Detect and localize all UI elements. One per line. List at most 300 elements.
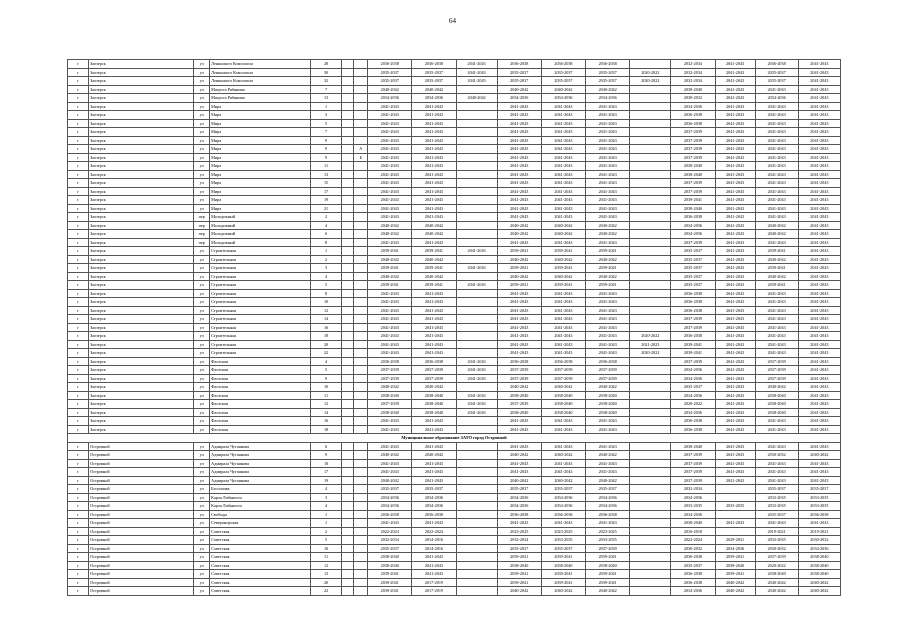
table-cell: 2041-2043 bbox=[368, 128, 412, 137]
table-cell bbox=[456, 561, 497, 570]
table-cell: 22 bbox=[311, 349, 342, 358]
table-cell: 2041-2043 bbox=[412, 196, 456, 205]
table-cell: 2035-2037 bbox=[497, 485, 541, 494]
table-cell: Бессонова bbox=[210, 485, 311, 494]
table-cell: 2037-2039 bbox=[541, 374, 585, 383]
table-cell bbox=[341, 196, 354, 205]
table-cell: 2041-2043 bbox=[586, 315, 630, 324]
table-cell: 2040-2042 bbox=[368, 451, 412, 460]
table-cell: Мира bbox=[210, 136, 311, 145]
table-cell: 2041-2043 bbox=[541, 111, 585, 120]
table-cell bbox=[354, 553, 368, 562]
table-cell: Островной bbox=[89, 442, 194, 451]
table-cell: 2041-2043 bbox=[456, 68, 497, 77]
table-row bbox=[68, 187, 841, 196]
table-cell: 2034-2036 bbox=[368, 493, 412, 502]
table-cell: Заозерск bbox=[89, 281, 194, 290]
table-cell bbox=[341, 553, 354, 562]
table-cell: 4 bbox=[311, 485, 342, 494]
table-cell: 2041-2043 bbox=[715, 136, 755, 145]
table-cell: 2041-2043 bbox=[497, 179, 541, 188]
table-cell: 2041-2043 bbox=[497, 298, 541, 307]
table-cell: 2041-2043 bbox=[798, 298, 840, 307]
table-cell bbox=[456, 340, 497, 349]
table-cell: 1 bbox=[311, 519, 342, 528]
table-cell: 2022-2024 bbox=[671, 536, 715, 545]
table-cell: 2041-2043 bbox=[541, 468, 585, 477]
table-cell bbox=[341, 77, 354, 86]
table-cell: 2041-2043 bbox=[412, 128, 456, 137]
table-cell: 2041-2043 bbox=[798, 400, 840, 409]
table-cell: 2041-2043 bbox=[798, 247, 840, 256]
table-cell: ул bbox=[194, 408, 210, 417]
table-cell bbox=[341, 340, 354, 349]
table-cell: 2041-2043 bbox=[586, 425, 630, 434]
table-cell: 13 bbox=[311, 570, 342, 579]
table-cell: 2037-2039 bbox=[671, 136, 715, 145]
table-cell: 2036-2038 bbox=[798, 510, 840, 519]
table-cell: г bbox=[68, 570, 89, 579]
table-cell bbox=[341, 468, 354, 477]
table-cell: ул bbox=[194, 281, 210, 290]
table-cell: Заозерск bbox=[89, 221, 194, 230]
table-cell: 2040-2042 bbox=[541, 230, 585, 239]
table-cell: 2041-2043 bbox=[497, 213, 541, 222]
table-cell bbox=[630, 417, 671, 426]
table-cell: 2041-2043 bbox=[497, 128, 541, 137]
table-cell bbox=[456, 493, 497, 502]
table-cell: 2041-2043 bbox=[497, 119, 541, 128]
table-cell bbox=[354, 289, 368, 298]
table-cell: 2041-2043 bbox=[755, 119, 798, 128]
table-cell: 2033-2035 bbox=[755, 493, 798, 502]
table-cell: 2037-2039 bbox=[671, 451, 715, 460]
table-cell: 2041-2043 bbox=[456, 77, 497, 86]
table-cell: 2034-2036 bbox=[412, 493, 456, 502]
table-cell: 2040-2042 bbox=[368, 272, 412, 281]
table-cell: 2040-2042 bbox=[798, 587, 840, 596]
table-cell: 2041-2043 bbox=[497, 468, 541, 477]
table-cell bbox=[630, 587, 671, 596]
table-cell: 2036-2038 bbox=[586, 357, 630, 366]
table-cell: Флотская bbox=[210, 425, 311, 434]
table-cell: ул bbox=[194, 468, 210, 477]
table-cell: 2037-2039 bbox=[368, 374, 412, 383]
table-cell: 2041-2043 bbox=[368, 170, 412, 179]
table-cell: 2041-2043 bbox=[412, 340, 456, 349]
table-cell: Мира bbox=[210, 128, 311, 137]
table-cell bbox=[354, 298, 368, 307]
table-cell: 2036-2038 bbox=[671, 289, 715, 298]
table-row bbox=[68, 230, 841, 239]
table-cell: 2041-2043 bbox=[497, 519, 541, 528]
table-cell: 9 bbox=[311, 136, 342, 145]
table-row bbox=[68, 349, 841, 358]
table-cell: 2037-2039 bbox=[755, 374, 798, 383]
table-cell: 2041-2043 bbox=[368, 238, 412, 247]
table-row bbox=[68, 383, 841, 392]
table-cell: 2041-2043 bbox=[412, 332, 456, 341]
table-cell bbox=[456, 272, 497, 281]
table-cell: 2040-2042 bbox=[586, 272, 630, 281]
table-cell: г bbox=[68, 349, 89, 358]
table-cell: 2041-2043 bbox=[715, 204, 755, 213]
table-cell: 2041-2043 bbox=[755, 170, 798, 179]
table-cell: 2037-2039 bbox=[671, 145, 715, 154]
table-cell: 2035-2037 bbox=[586, 77, 630, 86]
table-cell: Заозерск bbox=[89, 136, 194, 145]
table-cell: 2041-2043 bbox=[586, 519, 630, 528]
table-cell bbox=[341, 128, 354, 137]
table-cell: 2041-2043 bbox=[368, 306, 412, 315]
table-cell: Адмирала Чугаинова bbox=[210, 468, 311, 477]
table-cell: 13 bbox=[311, 94, 342, 103]
table-cell: г bbox=[68, 60, 89, 69]
table-cell: 2035-2037 bbox=[798, 485, 840, 494]
table-cell bbox=[354, 170, 368, 179]
table-cell bbox=[630, 119, 671, 128]
table-cell bbox=[341, 357, 354, 366]
table-cell: г bbox=[68, 111, 89, 120]
table-cell: 2041-2043 bbox=[798, 264, 840, 273]
table-cell: 2041-2043 bbox=[412, 102, 456, 111]
table-cell: г bbox=[68, 400, 89, 409]
table-cell: 2019-2021 bbox=[755, 527, 798, 536]
table-cell: 4 bbox=[311, 272, 342, 281]
table-cell: 2041-2043 bbox=[541, 323, 585, 332]
table-cell: Заозерск bbox=[89, 60, 194, 69]
table-cell bbox=[456, 102, 497, 111]
table-cell bbox=[341, 255, 354, 264]
table-cell bbox=[354, 102, 368, 111]
table-cell: г bbox=[68, 289, 89, 298]
table-cell: Островной bbox=[89, 578, 194, 587]
table-cell: Заозерск bbox=[89, 94, 194, 103]
table-cell: Североморская bbox=[210, 519, 311, 528]
table-cell: 2037-2039 bbox=[671, 323, 715, 332]
table-cell: г bbox=[68, 281, 89, 290]
table-cell: ул bbox=[194, 102, 210, 111]
table-cell bbox=[341, 264, 354, 273]
table-cell: 2041-2043 bbox=[715, 94, 755, 103]
page-number: 64 bbox=[449, 17, 456, 25]
table-cell: 4 bbox=[311, 357, 342, 366]
table-cell: г bbox=[68, 77, 89, 86]
table-cell: 2037-2039 bbox=[755, 366, 798, 375]
table-cell: 2041-2043 bbox=[412, 204, 456, 213]
table-cell bbox=[341, 281, 354, 290]
table-cell: 2041-2043 bbox=[368, 298, 412, 307]
table-cell: 2034-2036 bbox=[671, 493, 715, 502]
table-cell: 2041-2043 bbox=[368, 289, 412, 298]
table-cell: 2041-2043 bbox=[586, 238, 630, 247]
table-cell: Островной bbox=[89, 476, 194, 485]
table-cell bbox=[630, 230, 671, 239]
table-cell: 2039-2041 bbox=[368, 264, 412, 273]
table-row bbox=[68, 179, 841, 188]
table-cell: 2041-2043 bbox=[798, 323, 840, 332]
table-cell: 2041-2043 bbox=[586, 136, 630, 145]
table-cell: Молодежный bbox=[210, 213, 311, 222]
table-row bbox=[68, 476, 841, 485]
table-cell: 2039-2041 bbox=[671, 340, 715, 349]
table-cell: 2041-2043 bbox=[798, 136, 840, 145]
table-cell: 2041-2043 bbox=[541, 162, 585, 171]
table-cell bbox=[354, 451, 368, 460]
table-cell: 2041-2043 bbox=[715, 111, 755, 120]
table-cell: ул bbox=[194, 493, 210, 502]
table-cell bbox=[630, 493, 671, 502]
table-cell: 2040-2042 bbox=[497, 476, 541, 485]
table-cell bbox=[341, 272, 354, 281]
table-cell bbox=[354, 493, 368, 502]
table-cell: г bbox=[68, 340, 89, 349]
table-cell: 2041-2043 bbox=[798, 306, 840, 315]
table-cell: 2040-2042 bbox=[368, 255, 412, 264]
table-row bbox=[68, 459, 841, 468]
table-cell: Заозерск bbox=[89, 68, 194, 77]
table-cell: Заозерск bbox=[89, 264, 194, 273]
table-cell: 2041-2043 bbox=[715, 332, 755, 341]
table-cell: 2034-2036 bbox=[755, 94, 798, 103]
table-cell: 2040-2042 bbox=[715, 587, 755, 596]
table-cell: 2041-2043 bbox=[368, 315, 412, 324]
table-row bbox=[68, 425, 841, 434]
table-cell bbox=[341, 306, 354, 315]
table-cell bbox=[341, 119, 354, 128]
table-cell: Островной bbox=[89, 544, 194, 553]
table-cell: 2014-2016 bbox=[412, 536, 456, 545]
table-cell: 2036-2038 bbox=[586, 60, 630, 69]
table-cell: 21 bbox=[311, 204, 342, 213]
table-cell: 2041-2043 bbox=[755, 196, 798, 205]
table-row bbox=[68, 493, 841, 502]
table-cell: 2041-2043 bbox=[715, 323, 755, 332]
table-row bbox=[68, 145, 841, 154]
table-cell: 2041-2043 bbox=[798, 383, 840, 392]
table-cell: 2035-2037 bbox=[586, 68, 630, 77]
table-row bbox=[68, 94, 841, 103]
table-cell: 2041-2043 bbox=[798, 417, 840, 426]
table-cell bbox=[341, 204, 354, 213]
table-cell: 2041-2043 bbox=[798, 349, 840, 358]
table-cell: 2034-2036 bbox=[671, 374, 715, 383]
table-cell: 2039-2041 bbox=[541, 247, 585, 256]
table-row bbox=[68, 527, 841, 536]
table-cell bbox=[630, 366, 671, 375]
table-cell: 2041-2043 bbox=[368, 468, 412, 477]
table-cell: 2041-2043 bbox=[412, 476, 456, 485]
table-cell: 5 bbox=[311, 281, 342, 290]
table-cell: г bbox=[68, 255, 89, 264]
table-row bbox=[68, 417, 841, 426]
table-cell: 32 bbox=[311, 77, 342, 86]
table-row bbox=[68, 306, 841, 315]
table-cell: 2040-2042 bbox=[586, 587, 630, 596]
table-cell: г bbox=[68, 247, 89, 256]
table-cell: 2041-2043 bbox=[755, 459, 798, 468]
table-row bbox=[68, 119, 841, 128]
table-row bbox=[68, 519, 841, 528]
table-cell: 2041-2043 bbox=[715, 468, 755, 477]
table-cell: 2041-2043 bbox=[456, 264, 497, 273]
table-cell bbox=[630, 544, 671, 553]
table-cell: 8 bbox=[311, 289, 342, 298]
table-cell: ул bbox=[194, 485, 210, 494]
table-cell: Адмирала Чугаинова bbox=[210, 459, 311, 468]
table-cell: 2041-2043 bbox=[412, 306, 456, 315]
table-cell: Заозерск bbox=[89, 179, 194, 188]
table-cell: 2041-2043 bbox=[497, 111, 541, 120]
table-cell: 2030-2032 bbox=[671, 94, 715, 103]
table-cell: 2041-2043 bbox=[412, 323, 456, 332]
table-cell bbox=[354, 179, 368, 188]
table-cell bbox=[456, 85, 497, 94]
table-cell: 2037-2039 bbox=[671, 315, 715, 324]
table-cell: г bbox=[68, 510, 89, 519]
table-cell: 2041-2043 bbox=[715, 281, 755, 290]
table-cell: 2041-2043 bbox=[541, 459, 585, 468]
table-cell: 2037-2039 bbox=[671, 179, 715, 188]
table-row bbox=[68, 272, 841, 281]
table-cell: Советская bbox=[210, 544, 311, 553]
table-cell: 2040-2042 bbox=[586, 221, 630, 230]
table-cell: 3 bbox=[311, 111, 342, 120]
table-cell: 2040-2042 bbox=[755, 578, 798, 587]
table-cell: Островной bbox=[89, 502, 194, 511]
table-cell bbox=[341, 349, 354, 358]
table-cell: 2023-2025 bbox=[497, 527, 541, 536]
table-cell: 2041-2043 bbox=[586, 442, 630, 451]
table-cell: ул bbox=[194, 519, 210, 528]
table-cell: 2041-2043 bbox=[798, 442, 840, 451]
table-cell: 2038-2040 bbox=[541, 561, 585, 570]
table-cell: 2038-2040 bbox=[541, 400, 585, 409]
table-cell bbox=[630, 204, 671, 213]
table-cell: г bbox=[68, 544, 89, 553]
table-cell: 2041-2043 bbox=[497, 442, 541, 451]
table-cell bbox=[341, 527, 354, 536]
table-cell bbox=[630, 255, 671, 264]
table-cell: Молодежный bbox=[210, 238, 311, 247]
table-cell: 2040-2042 bbox=[755, 383, 798, 392]
table-cell: 2041-2043 bbox=[586, 323, 630, 332]
table-cell: 2036-2038 bbox=[671, 578, 715, 587]
table-cell: 2041-2043 bbox=[497, 323, 541, 332]
table-cell: 2041-2043 bbox=[798, 85, 840, 94]
table-cell bbox=[354, 264, 368, 273]
table-cell: Островной bbox=[89, 570, 194, 579]
table-cell: г bbox=[68, 485, 89, 494]
table-cell: 2040-2042 bbox=[412, 230, 456, 239]
table-cell: ул bbox=[194, 527, 210, 536]
table-cell: 2037-2039 bbox=[671, 187, 715, 196]
table-cell: 2041-2043 bbox=[798, 519, 840, 528]
table-cell: Заозерск bbox=[89, 425, 194, 434]
table-cell: Флотская bbox=[210, 374, 311, 383]
table-cell: 2035-2037 bbox=[671, 264, 715, 273]
table-cell bbox=[630, 553, 671, 562]
table-cell: 2035-2037 bbox=[368, 77, 412, 86]
table-cell: 2034-2036 bbox=[412, 502, 456, 511]
table-cell: 2041-2043 bbox=[368, 213, 412, 222]
table-cell: 18 bbox=[311, 425, 342, 434]
table-cell: 2040-2042 bbox=[497, 85, 541, 94]
table-cell: г bbox=[68, 136, 89, 145]
table-cell: 2034-2036 bbox=[541, 493, 585, 502]
table-cell: г bbox=[68, 442, 89, 451]
table-cell: ул bbox=[194, 425, 210, 434]
table-cell: Ленинского Комсомола bbox=[210, 68, 311, 77]
table-cell: 2041-2043 bbox=[755, 204, 798, 213]
table-cell: 2039-2041 bbox=[541, 570, 585, 579]
table-cell: Строительная bbox=[210, 323, 311, 332]
table-cell: 2041-2043 bbox=[541, 417, 585, 426]
table-cell: 2039-2041 bbox=[368, 578, 412, 587]
table-cell: 2041-2043 bbox=[497, 153, 541, 162]
table-cell: Заозерск bbox=[89, 374, 194, 383]
table-cell: 2040-2042 bbox=[586, 476, 630, 485]
table-cell: 2036-2038 bbox=[671, 570, 715, 579]
table-cell: 2035-2037 bbox=[541, 485, 585, 494]
table-cell: Заозерск bbox=[89, 153, 194, 162]
table-cell: 2040-2042 bbox=[586, 383, 630, 392]
table-cell: 2041-2043 bbox=[412, 417, 456, 426]
table-cell: 2041-2043 bbox=[755, 306, 798, 315]
table-cell: 2021-2023 bbox=[630, 340, 671, 349]
table-cell: 2041-2043 bbox=[798, 272, 840, 281]
table-cell bbox=[354, 136, 368, 145]
table-cell: 2037-2039 bbox=[671, 468, 715, 477]
table-cell: 2041-2043 bbox=[798, 77, 840, 86]
table-cell: Ленинского Комсомола bbox=[210, 77, 311, 86]
table-cell: 2041-2043 bbox=[755, 442, 798, 451]
table-cell: 2041-2043 bbox=[755, 111, 798, 120]
table-cell bbox=[630, 383, 671, 392]
table-cell: 2038-2040 bbox=[671, 204, 715, 213]
table-cell: 18 bbox=[311, 332, 342, 341]
table-cell bbox=[341, 485, 354, 494]
table-cell: Заозерск bbox=[89, 102, 194, 111]
table-cell bbox=[630, 442, 671, 451]
table-cell: 2041-2043 bbox=[412, 519, 456, 528]
table-cell bbox=[341, 298, 354, 307]
table-cell bbox=[354, 578, 368, 587]
table-cell: ул bbox=[194, 570, 210, 579]
table-cell: 2035-2037 bbox=[755, 485, 798, 494]
table-cell: Заозерск bbox=[89, 77, 194, 86]
table-cell: ул bbox=[194, 145, 210, 154]
table-cell: ул bbox=[194, 383, 210, 392]
table-cell bbox=[341, 425, 354, 434]
table-cell: 22 bbox=[311, 587, 342, 596]
table-cell bbox=[341, 476, 354, 485]
table-cell bbox=[630, 60, 671, 69]
table-cell: 2036-2038 bbox=[412, 357, 456, 366]
table-cell: 2020-2022 bbox=[671, 400, 715, 409]
table-cell: 2041-2043 bbox=[541, 170, 585, 179]
table-cell bbox=[456, 502, 497, 511]
table-cell bbox=[456, 162, 497, 171]
table-cell: Б bbox=[354, 153, 368, 162]
table-cell: 2041-2043 bbox=[541, 128, 585, 137]
table-cell bbox=[630, 323, 671, 332]
table-cell: 2041-2043 bbox=[412, 442, 456, 451]
table-cell: 2041-2043 bbox=[586, 213, 630, 222]
table-cell: 2041-2043 bbox=[368, 162, 412, 171]
table-cell: 2036-2038 bbox=[368, 510, 412, 519]
table-cell: Островной bbox=[89, 459, 194, 468]
